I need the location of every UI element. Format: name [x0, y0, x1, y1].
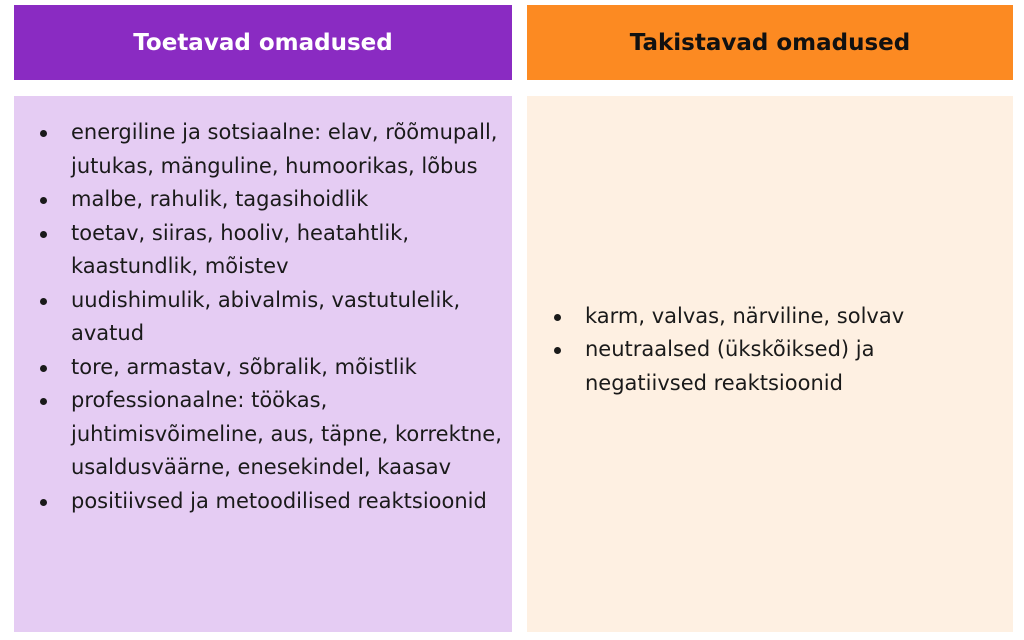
- bullet-icon: [40, 298, 47, 305]
- bullet-icon: [40, 231, 47, 238]
- supporting-column: [14, 96, 512, 632]
- bullet-icon: [554, 314, 561, 321]
- hindering-column: [527, 96, 1013, 632]
- supporting-list: [14, 116, 512, 518]
- list-item: uudishimulik, abivalmis, vastutulelik, avatud: [14, 284, 512, 351]
- hindering-header: [527, 5, 1013, 80]
- list-item: neutraalsed (ükskõiksed) ja negatiivsed reaktsioonid: [527, 333, 1013, 400]
- list-item: malbe, rahulik, tagasihoidlik: [14, 183, 512, 217]
- hindering-title: Takistavad omadused: [629, 29, 911, 56]
- list-item: professionaalne: töökas, juhtimisvõimeline, aus, täpne, korrektne, usaldusväärne, enesekindel, kaasav: [14, 384, 512, 485]
- list-item: energiline ja sotsiaalne: elav, rõõmupall, jutukas, mänguline, humoorikas, lõbus: [14, 116, 512, 183]
- bullet-icon: [40, 365, 47, 372]
- list-item: toetav, siiras, hooliv, heatahtlik, kaastundlik, mõistev: [14, 217, 512, 284]
- bullet-icon: [40, 197, 47, 204]
- bullet-icon: [554, 347, 561, 354]
- supporting-title: Toetavad omadused: [133, 29, 393, 56]
- list-item: karm, valvas, närviline, solvav: [527, 300, 1013, 334]
- hindering-list: [527, 300, 1013, 401]
- supporting-header: [14, 5, 512, 80]
- list-item: positiivsed ja metoodilised reaktsioonid: [14, 485, 512, 519]
- list-item: tore, armastav, sõbralik, mõistlik: [14, 351, 512, 385]
- bullet-icon: [40, 499, 47, 506]
- bullet-icon: [40, 130, 47, 137]
- bullet-icon: [40, 398, 47, 405]
